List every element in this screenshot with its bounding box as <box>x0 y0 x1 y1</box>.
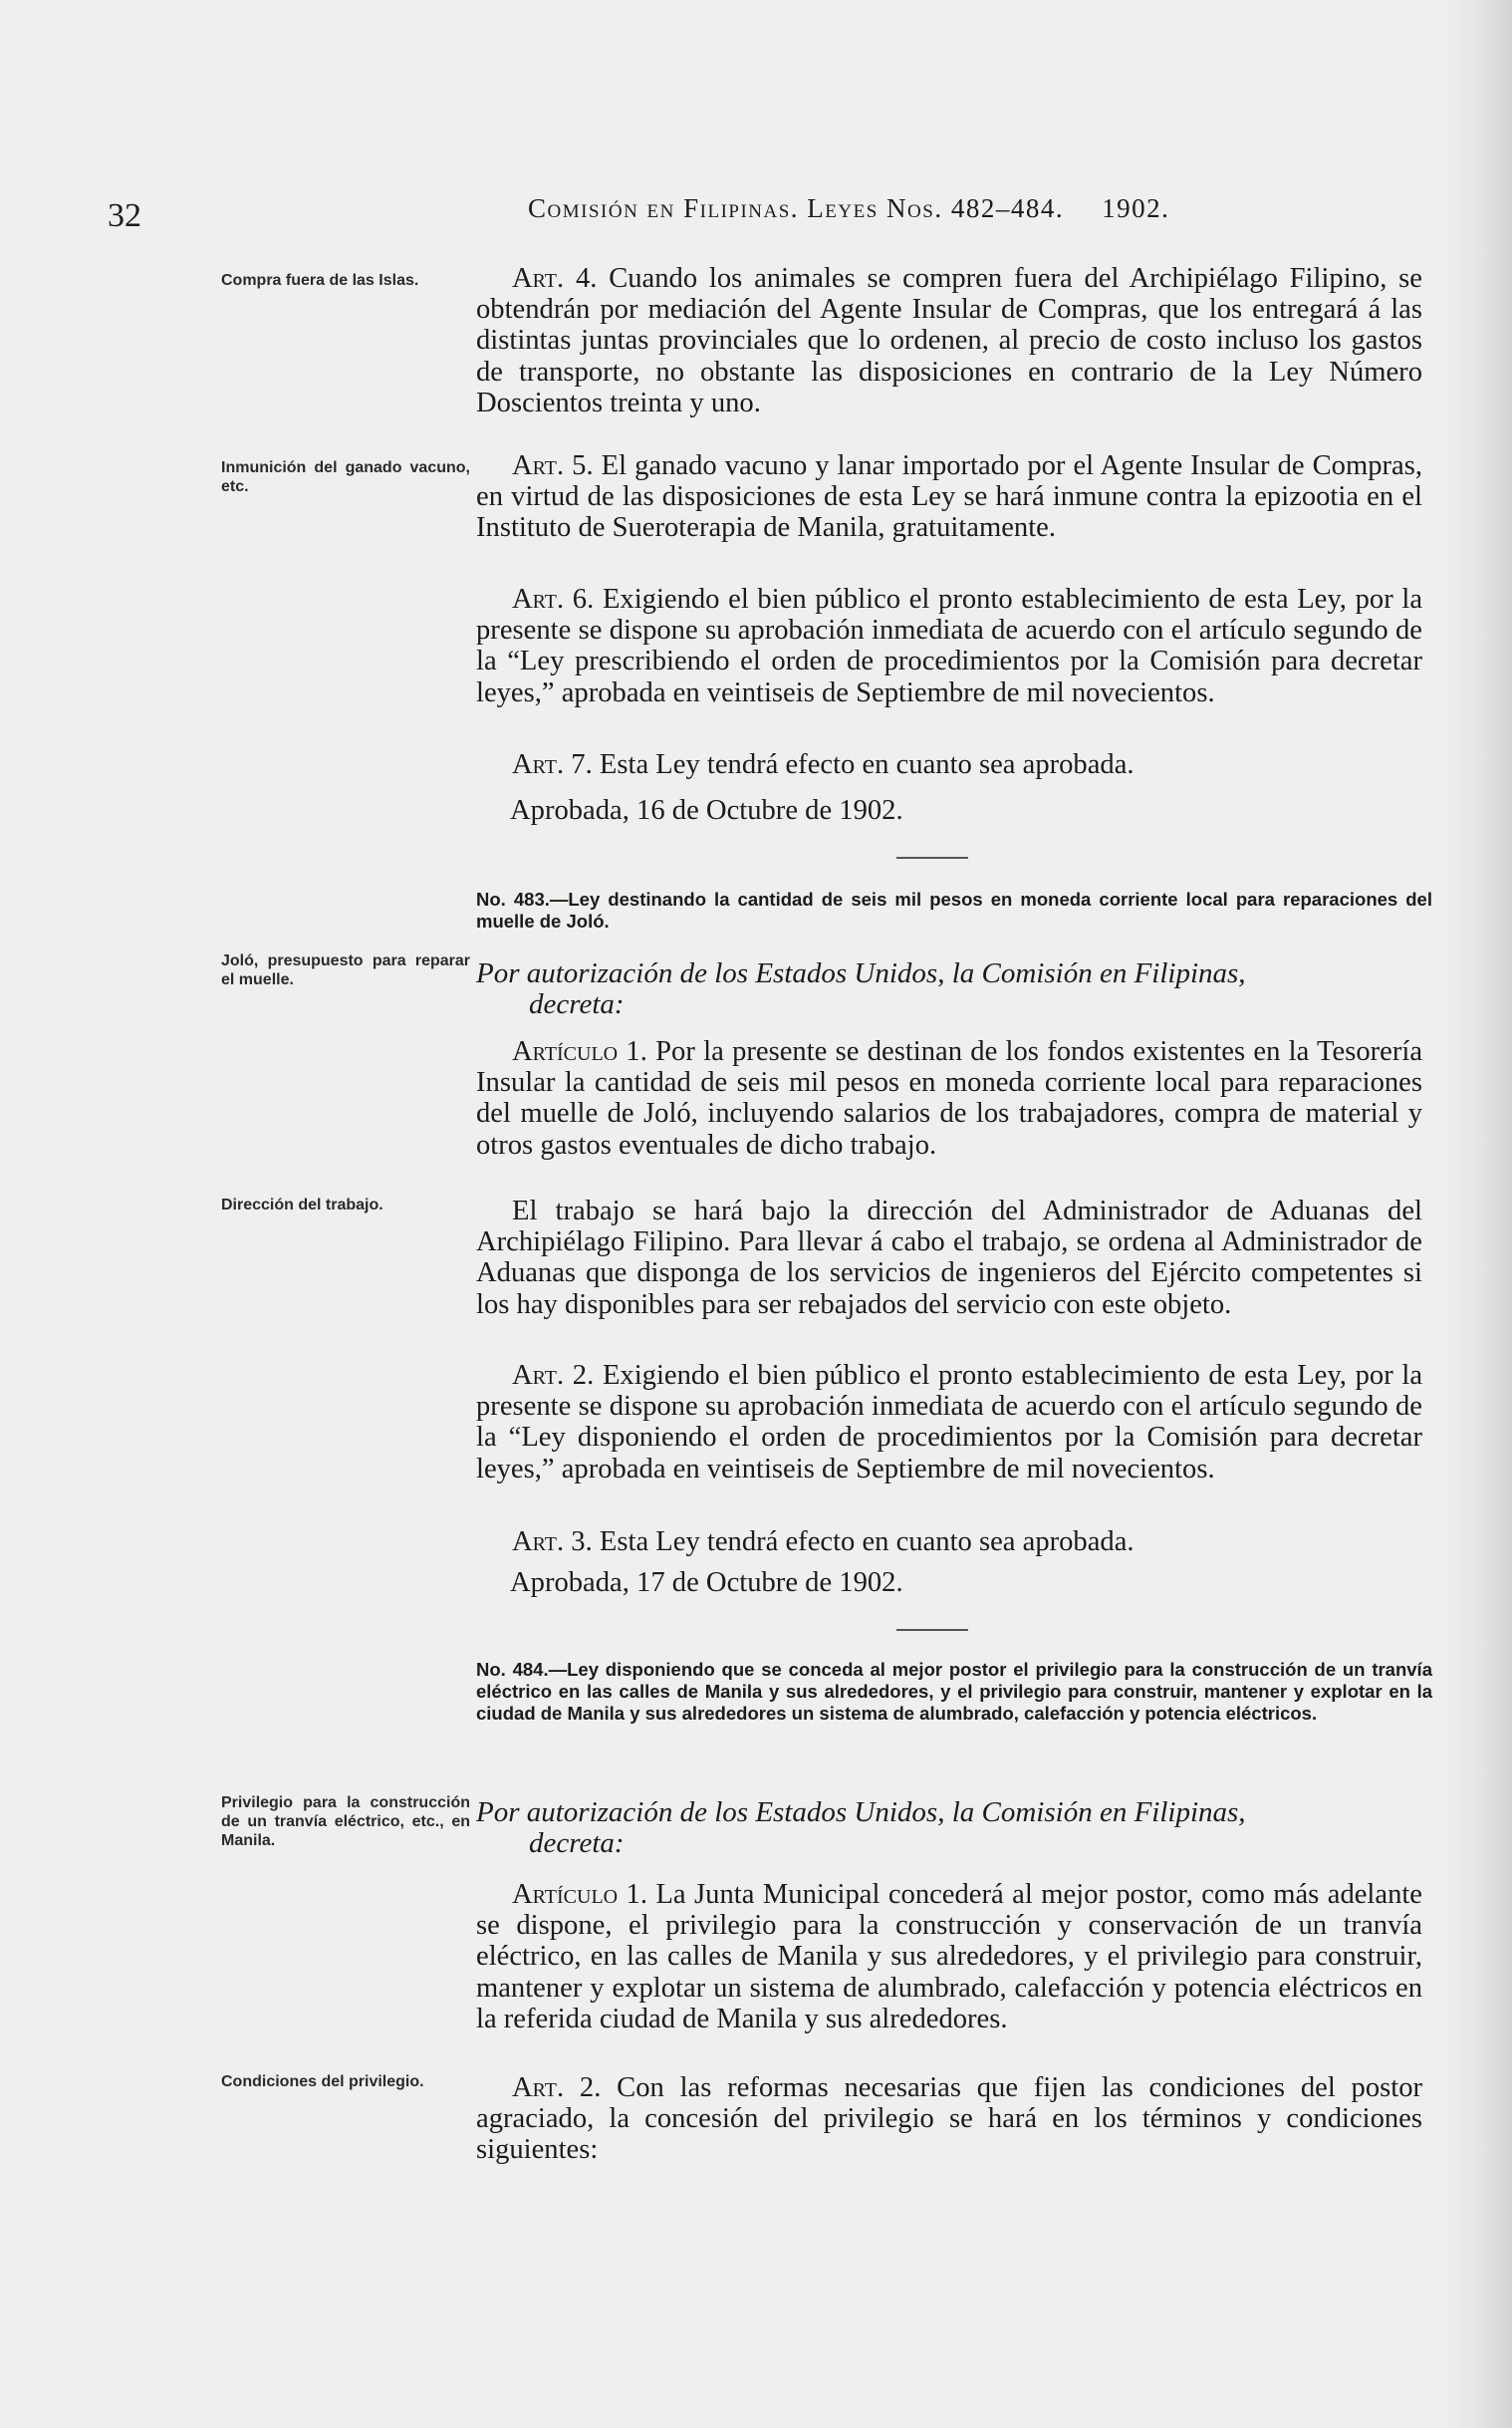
law484-enacting: Por autorización de los Estados Unidos, la Comisión en Filipinas, decreta: <box>476 1796 1246 1859</box>
margin-note-compra: Compra fuera de las Islas. <box>221 272 419 289</box>
law483-direction: El trabajo se hará bajo la dirección del Administrador de Aduanas del Archipiélago Filipino. Para llevar á cabo el trabajo, se ordena al Administrador de Aduanas que disponga de los servicios de ingenieros del Ejército competentes si los hay disponibles para ser rebajados del servicio con este objeto. <box>476 1196 1422 1320</box>
running-head-title: Comisión en Filipinas. Leyes Nos. 482–484. <box>528 193 1065 223</box>
law483-art1: Artículo 1. Por la presente se destinan de los fondos existentes en la Tesorería Insular la cantidad de seis mil pesos en moneda corriente local para reparaciones del muelle de Joló, incluyendo salarios de los trabajadores, compra de material y otros gastos eventuales de dicho trabajo. <box>476 1036 1423 1161</box>
law483-approved: Aprobada, 17 de Octubre de 1902. <box>510 1567 903 1598</box>
separator-rule <box>896 857 968 859</box>
margin-note-condiciones: Condiciones del privilegio. <box>221 2073 424 2090</box>
page-number: 32 <box>108 197 141 234</box>
law482-art7: Art. 7. Esta Ley tendrá efecto en cuanto sea aprobada. <box>512 749 1134 780</box>
law484-title: —Ley disponiendo que se conceda al mejor postor el privilegio para la construcción de un tranvía eléctrico en las calles de Manila y sus alrededores, y el privilegio para construir, mantener y explotar en la ciudad de Manila y sus alrededores un sistema de alumbrado, calefacción y potencia eléctricos. <box>476 1659 1432 1724</box>
running-head-year: 1902. <box>1102 193 1170 223</box>
margin-note-privilegio: Privilegio para la construcción de un tranvía eléctrico, etc., en Manila. <box>221 1794 470 1849</box>
running-head <box>528 193 1169 224</box>
law483-number: No. 483. <box>476 889 550 910</box>
law483-heading <box>476 889 1432 933</box>
margin-note-inmunicion: Inmunición del ganado vacuno, etc. <box>221 459 470 495</box>
law482-art5: Art. 5. El ganado vacuno y lanar importado por el Agente Insular de Compras, en virtud de las disposiciones de esta Ley se hará inmune contra la epizootia en el Instituto de Sueroterapia de Manila, gratuitamente. <box>476 450 1422 544</box>
law484-art1: Artículo 1. La Junta Municipal concederá al mejor postor, como más adelante se dispone, el privilegio para la construcción y conservación de un tranvía eléctrico, en las calles de Manila y sus alrededores, y el privilegio para construir, mantener y explotar un sistema de alumbrado, calefacción y potencia eléctricos en la referida ciudad de Manila y sus alrededores. <box>476 1879 1423 2034</box>
law484-art2: Art. 2. Con las reformas necesarias que fijen las condiciones del postor agraciado, la concesión del privilegio se hará en los términos y condiciones siguientes: <box>476 2072 1423 2166</box>
margin-note-direccion: Dirección del trabajo. <box>221 1197 383 1214</box>
law482-art4: Art. 4. Cuando los animales se compren fuera del Archipiélago Filipino, se obtendrán por mediación del Agente Insular de Compras, que los entregará á las distintas juntas provinciales que lo ordenen, al precio de costo incluso los gastos de transporte, no obstante las disposiciones en contrario de la Ley Número Doscientos treinta y uno. <box>476 263 1422 418</box>
law484-heading <box>476 1659 1432 1725</box>
separator-rule <box>896 1629 968 1631</box>
law482-art6: Art. 6. Exigiendo el bien público el pronto establecimiento de esta Ley, por la presente se dispone su aprobación inmediata de acuerdo con el artículo segundo de la “Ley prescribiendo el orden de procedimientos por la Comisión para decretar leyes,” aprobada en veintiseis de Septiembre de mil novecientos. <box>476 584 1423 708</box>
law483-title: —Ley destinando la cantidad de seis mil pesos en moneda corriente local para reparaciones del muelle de Joló. <box>476 889 1432 932</box>
law482-approved: Aprobada, 16 de Octubre de 1902. <box>510 795 903 826</box>
law483-enacting: Por autorización de los Estados Unidos, la Comisión en Filipinas, decreta: <box>476 957 1246 1020</box>
law484-number: No. 484. <box>476 1659 549 1680</box>
law483-art3: Art. 3. Esta Ley tendrá efecto en cuanto sea aprobada. <box>512 1526 1134 1557</box>
law483-art2: Art. 2. Exigiendo el bien público el pronto establecimiento de esta Ley, por la presente se dispone su aprobación inmediata de acuerdo con el artículo segundo de la “Ley disponiendo el orden de procedimientos por la Comisión para decretar leyes,” aprobada en veintiseis de Septiembre de mil novecientos. <box>476 1360 1423 1484</box>
page-edge-shadow <box>1442 0 1512 2428</box>
margin-note-jolo: Joló, presupuesto para reparar el muelle. <box>221 952 470 988</box>
